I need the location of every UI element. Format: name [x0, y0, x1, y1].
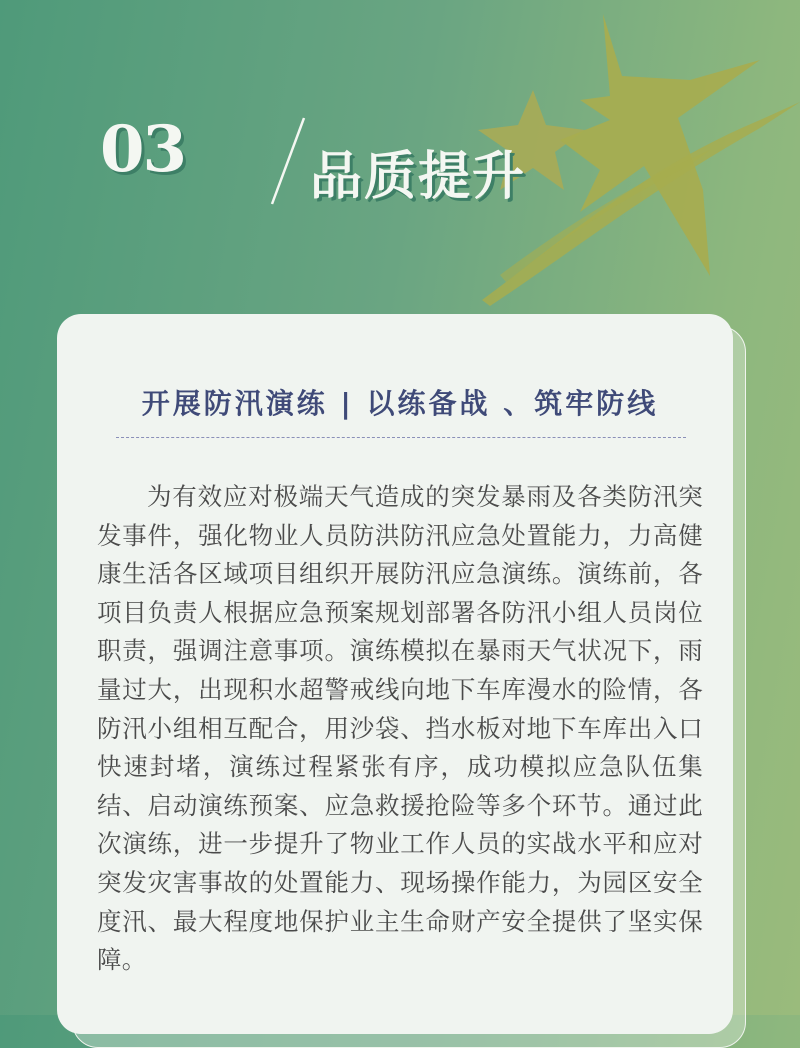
card-title: 开展防汛演练 | 以练备战 、筑牢防线 [141, 387, 659, 420]
section-title: 品质提升 [310, 146, 527, 207]
slash-divider-icon [268, 114, 308, 210]
dashed-divider [116, 437, 686, 438]
card-body-text: 为有效应对极端天气造成的突发暴雨及各类防汛突发事件，强化物业人员防洪防汛应急处置能力，力高健康生活各区域项目组织开展防汛应急演练。演练前，各项目负责人根据应急预案规划部署各防汛小组人员岗位职责，强调注意事项。演练模拟在暴雨天气状况下，雨量过大，出现积水超警戒线向地下车库漫水的险情，各防汛小组相互配合，用沙袋、挡水板对地下车库出入口快速封堵，演练过程紧张有序，成功模拟应急队伍集结、启动演练预案、应急救援抢险等多个环节。通过此次演练，进一步提升了物业工作人员的实战水平和应对突发灾害事故的处置能力、现场操作能力，为园区安全度汛、最大程度地保护业主生命财产安全提供了坚实保障。 [97, 482, 703, 975]
section-number: 03 [100, 112, 186, 187]
